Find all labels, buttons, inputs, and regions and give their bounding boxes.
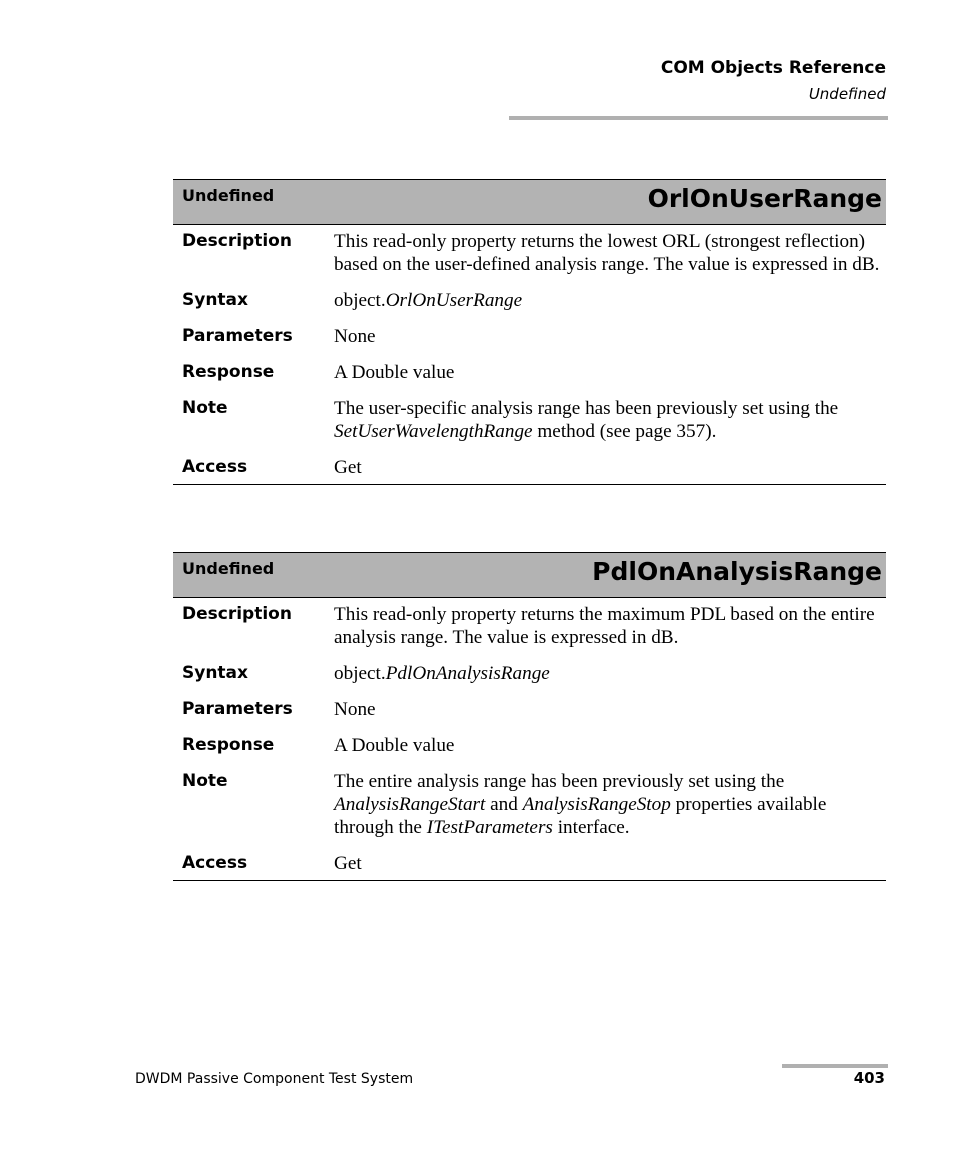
parameters-row <box>173 698 886 721</box>
syntax-property: OrlOnUserRange <box>385 290 523 311</box>
parameters-row <box>173 325 886 348</box>
property-header <box>173 552 886 598</box>
syntax-row <box>173 289 886 312</box>
parameters-label: Parameters <box>182 326 293 346</box>
description-value: This read-only property returns the lowest ORL (strongest reflection) based on the user-defined analysis range. The value is expressed in dB. <box>334 231 880 275</box>
footer-document-title: DWDM Passive Component Test System <box>135 1071 414 1087</box>
property-block-orlonuserrange <box>173 179 886 485</box>
response-value: A Double value <box>334 735 455 756</box>
description-value: This read-only property returns the maximum PDL based on the entire analysis range. The value is expressed in dB. <box>334 604 875 648</box>
property-header <box>173 179 886 225</box>
description-label: Description <box>182 231 292 251</box>
property-rows <box>173 225 886 485</box>
syntax-value <box>334 289 886 312</box>
access-value: Get <box>334 853 362 874</box>
note-text: method (see page 357). <box>532 421 717 442</box>
running-header <box>661 56 886 105</box>
property-block-pdlonanalysisrange <box>173 552 886 881</box>
syntax-row <box>173 662 886 685</box>
note-row <box>173 397 886 443</box>
response-label: Response <box>182 362 275 382</box>
note-row <box>173 770 886 839</box>
footer-divider <box>782 1064 888 1068</box>
syntax-label: Syntax <box>182 663 248 683</box>
response-row <box>173 734 886 757</box>
response-row <box>173 361 886 384</box>
description-row <box>173 230 886 276</box>
property-rows <box>173 598 886 881</box>
note-value <box>334 770 886 839</box>
syntax-prefix: object. <box>334 290 386 311</box>
header-subtitle: Undefined <box>808 85 886 103</box>
note-text: properties available through the <box>334 794 827 838</box>
note-label: Note <box>182 398 228 418</box>
note-text: The user-specific analysis range has been previously set using the <box>334 398 839 419</box>
page-number: 403 <box>853 1069 885 1087</box>
note-method-name: SetUserWavelengthRange <box>334 421 533 442</box>
note-label: Note <box>182 771 228 791</box>
property-name: PdlOnAnalysisRange <box>592 557 882 586</box>
description-row <box>173 603 886 649</box>
property-category: Undefined <box>182 559 275 578</box>
header-divider <box>509 116 888 120</box>
property-category: Undefined <box>182 186 275 205</box>
parameters-value: None <box>334 699 376 720</box>
access-label: Access <box>182 853 248 873</box>
access-row <box>173 852 886 875</box>
note-text: and <box>485 794 523 815</box>
note-value <box>334 397 886 443</box>
access-row <box>173 456 886 479</box>
response-label: Response <box>182 735 275 755</box>
parameters-label: Parameters <box>182 699 293 719</box>
syntax-label: Syntax <box>182 290 248 310</box>
description-label: Description <box>182 604 292 624</box>
access-label: Access <box>182 457 248 477</box>
syntax-property: PdlOnAnalysisRange <box>385 663 550 684</box>
response-value: A Double value <box>334 362 455 383</box>
note-text: interface. <box>552 817 630 838</box>
access-value: Get <box>334 457 362 478</box>
property-name: OrlOnUserRange <box>647 184 882 213</box>
syntax-prefix: object. <box>334 663 386 684</box>
note-text: The entire analysis range has been previously set using the <box>334 771 785 792</box>
note-interface-name: ITestParameters <box>426 817 553 838</box>
syntax-value <box>334 662 886 685</box>
note-property-name: AnalysisRangeStop <box>522 794 671 815</box>
parameters-value: None <box>334 326 376 347</box>
note-property-name: AnalysisRangeStart <box>334 794 486 815</box>
header-title: COM Objects Reference <box>660 58 886 78</box>
